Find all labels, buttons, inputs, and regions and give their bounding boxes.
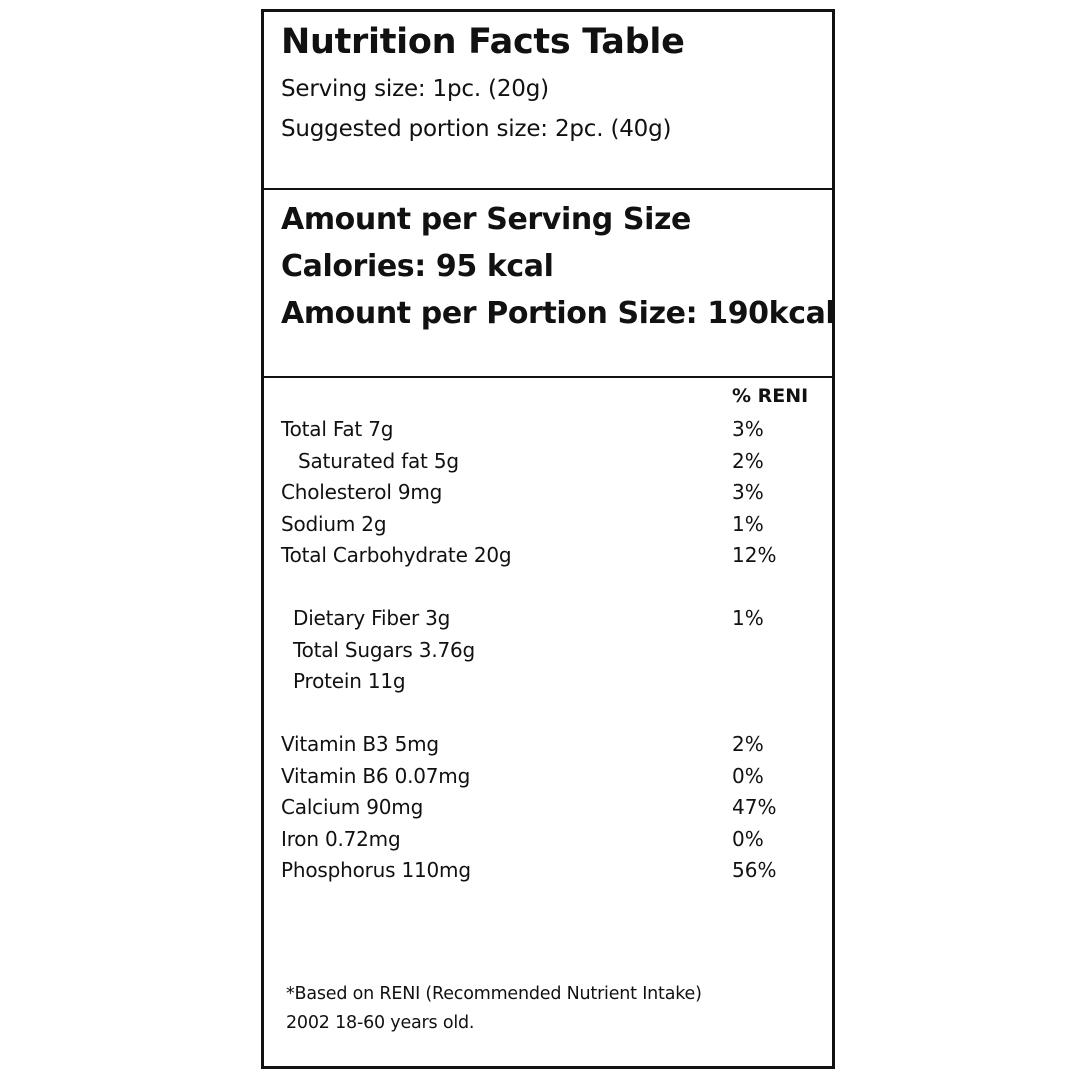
amount-per-serving: Amount per Serving Size <box>281 202 692 237</box>
amount-section <box>264 190 836 378</box>
nutrient-name: Total Carbohydrate 20g <box>281 543 512 567</box>
nutrient-name: Calcium 90mg <box>281 795 424 819</box>
nutrient-reni: 2% <box>732 448 764 473</box>
nutrient-name: Vitamin B3 5mg <box>281 732 439 756</box>
nutrient-row-vitamin-b3 <box>264 729 832 761</box>
nutrient-name: Cholesterol 9mg <box>281 480 443 504</box>
nutrient-row-cholesterol <box>264 477 832 509</box>
nutrient-row-total-fat <box>264 414 832 446</box>
amount-per-portion: Amount per Portion Size: 190kcal <box>281 296 836 331</box>
nutrient-row-phosphorus <box>264 855 832 887</box>
nutrient-reni: 0% <box>732 826 764 851</box>
nutrient-name: Vitamin B6 0.07mg <box>281 763 471 788</box>
nutrient-row-iron <box>264 824 832 856</box>
nutrient-reni: 12% <box>732 543 777 567</box>
nutrient-name: Sodium 2g <box>281 511 387 536</box>
nutrient-row-vitamin-b6 <box>264 761 832 793</box>
nutrients-section <box>264 378 832 887</box>
nutrient-row-total-sugars <box>264 635 832 667</box>
nutrient-name: Protein 11g <box>293 669 406 693</box>
reni-footnote: *Based on RENI (Recommended Nutrient Intake) 2002 18-60 years old. <box>286 984 702 1033</box>
nutrient-reni: 1% <box>732 511 764 536</box>
row-spacer <box>264 698 832 730</box>
label-title: Nutrition Facts Table <box>281 22 685 62</box>
nutrient-row-dietary-fiber <box>264 603 832 635</box>
portion-size: Suggested portion size: 2pc. (40g) <box>281 115 672 142</box>
nutrient-reni: 56% <box>732 858 777 882</box>
row-spacer <box>264 572 832 604</box>
nutrient-row-protein <box>264 666 832 698</box>
nutrient-row-calcium <box>264 792 832 824</box>
nutrient-name: Total Sugars 3.76g <box>293 637 476 662</box>
nutrient-row-saturated-fat <box>264 446 832 478</box>
nutrient-reni: 3% <box>732 480 764 504</box>
nutrition-facts-label <box>261 9 835 1069</box>
nutrient-reni: 0% <box>732 763 764 788</box>
nutrient-name: Saturated fat 5g <box>298 448 459 473</box>
nutrient-name: Total Fat 7g <box>281 417 394 441</box>
label-header <box>264 12 832 190</box>
reni-column-header <box>264 383 832 414</box>
nutrient-reni: 47% <box>732 795 777 819</box>
nutrient-name: Iron 0.72mg <box>281 826 401 851</box>
nutrient-row-sodium <box>264 509 832 541</box>
nutrient-reni: 3% <box>732 417 764 441</box>
serving-size: Serving size: 1pc. (20g) <box>281 75 549 102</box>
nutrient-row-total-carbohydrate <box>264 540 832 572</box>
nutrient-reni: 2% <box>732 732 764 756</box>
nutrient-name: Phosphorus 110mg <box>281 858 471 882</box>
nutrient-reni: 1% <box>732 606 764 630</box>
nutrient-name: Dietary Fiber 3g <box>293 606 451 630</box>
calories: Calories: 95 kcal <box>281 249 554 284</box>
reni-header-label: % RENI <box>732 385 809 407</box>
